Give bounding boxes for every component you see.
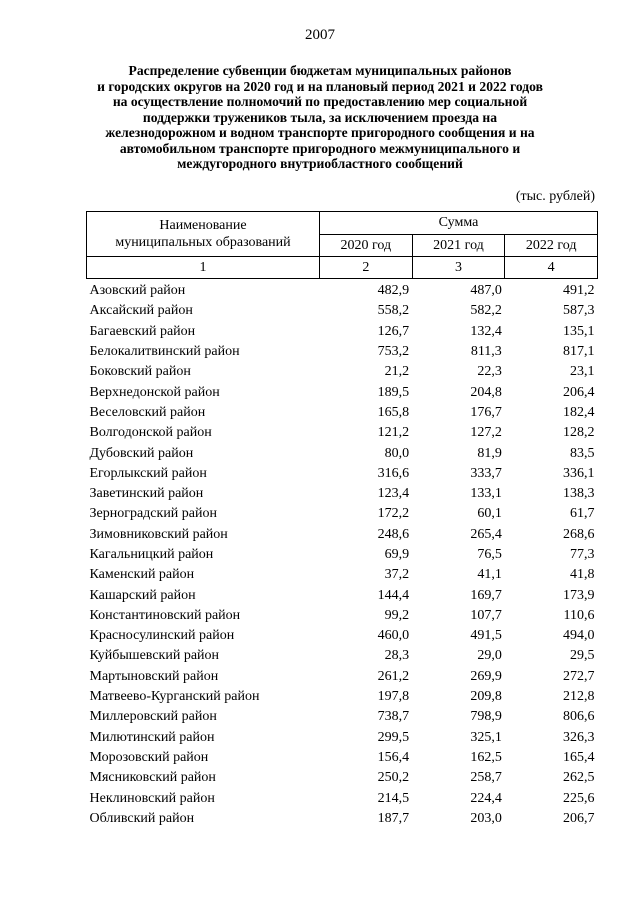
value-2020-cell: 261,2 [377, 668, 410, 684]
value-2022-cell: 494,0 [562, 628, 595, 644]
title-line: железнодорожном и водном транспорте пригородного сообщения и на [105, 125, 535, 140]
value-2020-cell: 165,8 [377, 404, 410, 420]
district-name-cell: Зерноградский район [89, 506, 217, 522]
value-2020-cell: 156,4 [377, 749, 410, 765]
value-2021-cell: 325,1 [470, 729, 502, 745]
district-name-cell: Мартыновский район [89, 668, 219, 684]
district-name-cell: Матвеево-Курганский район [89, 689, 260, 705]
value-2022-cell: 817,1 [562, 344, 595, 360]
value-2021-cell: 41,1 [477, 567, 502, 583]
value-2020-cell: 69,9 [384, 547, 410, 562]
table-row [87, 626, 598, 646]
district-name-cell: Каменский район [89, 567, 195, 583]
table-row [87, 667, 598, 687]
table-row [87, 707, 598, 727]
table-row [87, 484, 598, 504]
district-name-cell: Милютинский район [89, 729, 215, 745]
district-name-cell: Багаевский район [89, 323, 196, 339]
value-2020-cell: 121,2 [377, 425, 410, 441]
table-row [87, 565, 598, 585]
value-2020-cell: 37,2 [384, 567, 410, 583]
value-2021-cell: 491,5 [470, 628, 502, 644]
table-row [87, 301, 598, 321]
value-2021-cell: 224,4 [470, 790, 502, 806]
value-2022-cell: 110,6 [563, 607, 595, 623]
table-row [87, 728, 598, 748]
value-2020-cell: 460,0 [377, 628, 410, 644]
value-2022-cell: 212,8 [562, 689, 595, 705]
column-number: 3 [412, 257, 505, 279]
value-2021-cell: 582,2 [470, 303, 502, 319]
value-2021-cell: 169,7 [470, 587, 502, 603]
value-2022-cell: 128,2 [562, 425, 595, 441]
district-name-cell: Мясниковский район [89, 770, 216, 786]
value-2022-cell: 77,3 [569, 547, 595, 562]
value-2020-cell: 21,2 [384, 364, 410, 380]
table-row [87, 279, 598, 302]
district-name-cell: Веселовский район [89, 404, 206, 420]
value-2020-cell: 248,6 [377, 526, 410, 542]
table-row [87, 382, 598, 402]
table-row [87, 403, 598, 423]
header-sum: Сумма [320, 212, 598, 235]
district-name-cell: Егорлыкский район [89, 465, 207, 481]
district-name-cell: Обливский район [89, 810, 195, 826]
value-2022-cell: 83,5 [569, 445, 595, 461]
table-body [87, 279, 598, 830]
value-2022-cell: 336,1 [562, 465, 595, 481]
value-2021-cell: 203,0 [470, 810, 502, 826]
value-2020-cell: 738,7 [377, 709, 410, 725]
value-2020-cell: 753,2 [377, 344, 410, 360]
table-row [87, 606, 598, 626]
table-row [87, 322, 598, 342]
value-2021-cell: 81,9 [477, 445, 502, 461]
district-name-cell: Морозовский район [89, 749, 209, 765]
value-2022-cell: 262,5 [562, 770, 595, 786]
value-2022-cell: 491,2 [562, 283, 595, 299]
district-name-cell: Боковский район [89, 364, 191, 380]
district-name-cell: Заветинский район [89, 486, 204, 502]
page-number: 2007 [305, 27, 335, 43]
table-row [87, 504, 598, 524]
value-2022-cell: 225,6 [562, 790, 595, 806]
district-name-cell: Дубовский район [89, 445, 194, 461]
value-2021-cell: 811,3 [470, 344, 502, 360]
units-note: (тыс. рублей) [515, 189, 595, 204]
table-row [87, 443, 598, 463]
value-2022-cell: 41,8 [569, 567, 595, 583]
table-row [87, 464, 598, 484]
table-row [87, 545, 598, 565]
table-row [87, 646, 598, 666]
subvention-table [86, 211, 598, 829]
table-row [87, 687, 598, 707]
table-row [87, 423, 598, 443]
value-2022-cell: 182,4 [562, 404, 595, 420]
district-name-cell: Кашарский район [89, 587, 196, 603]
value-2020-cell: 316,6 [377, 465, 410, 481]
district-name-cell: Аксайский район [89, 303, 193, 319]
value-2020-cell: 482,9 [377, 283, 410, 299]
title-line: на осуществление полномочий по предоставлению мер социальной [112, 94, 528, 109]
value-2020-cell: 144,4 [377, 587, 410, 603]
column-number: 4 [505, 257, 598, 279]
value-2020-cell: 250,2 [377, 770, 410, 786]
value-2020-cell: 197,8 [377, 689, 410, 705]
value-2022-cell: 268,6 [562, 526, 595, 542]
value-2022-cell: 806,6 [562, 709, 595, 725]
value-2022-cell: 587,3 [562, 303, 595, 319]
title-line: Распределение субвенции бюджетам муниципальных районов [128, 63, 512, 78]
value-2022-cell: 173,9 [562, 587, 595, 603]
value-2021-cell: 176,7 [470, 404, 502, 420]
header-name-line: Наименование [159, 218, 247, 233]
value-2022-cell: 206,4 [562, 384, 595, 400]
district-name-cell: Азовский район [89, 283, 186, 299]
value-2022-cell: 29,5 [569, 648, 595, 664]
column-number: 1 [87, 257, 320, 279]
value-2021-cell: 133,1 [470, 486, 502, 502]
header-year-2022: 2022 год [505, 235, 598, 257]
value-2020-cell: 187,7 [377, 810, 410, 826]
value-2021-cell: 60,1 [477, 506, 502, 522]
value-2022-cell: 135,1 [562, 323, 595, 339]
table-row [87, 525, 598, 545]
table-row [87, 768, 598, 788]
value-2021-cell: 127,2 [470, 425, 502, 441]
district-name-cell: Константиновский район [89, 607, 241, 623]
title-line: междугородного внутриобластного сообщений [177, 156, 463, 171]
district-name-cell: Куйбышевский район [89, 648, 220, 664]
district-name-cell: Волгодонской район [89, 425, 212, 441]
value-2021-cell: 333,7 [470, 465, 502, 481]
value-2021-cell: 204,8 [470, 384, 502, 400]
value-2020-cell: 189,5 [377, 384, 410, 400]
district-name-cell: Верхнедонской район [89, 384, 220, 400]
district-name-cell: Кагальницкий район [89, 547, 214, 562]
district-name-cell: Зимовниковский район [89, 526, 228, 542]
column-number: 2 [320, 257, 413, 279]
value-2021-cell: 209,8 [470, 689, 502, 705]
value-2020-cell: 99,2 [384, 607, 410, 623]
district-name-cell: Неклиновский район [89, 790, 215, 806]
value-2021-cell: 798,9 [470, 709, 502, 725]
value-2021-cell: 258,7 [470, 770, 502, 786]
table-row [87, 809, 598, 829]
value-2022-cell: 206,7 [562, 810, 595, 826]
table-row [87, 788, 598, 808]
value-2020-cell: 126,7 [377, 323, 410, 339]
value-2020-cell: 558,2 [377, 303, 410, 319]
table-row [87, 362, 598, 382]
header-year-2020: 2020 год [320, 235, 413, 257]
title-line: и городских округов на 2020 год и на плановый период 2021 и 2022 годов [97, 78, 543, 94]
table-row [87, 748, 598, 768]
value-2022-cell: 272,7 [562, 668, 595, 684]
district-name-cell: Миллеровский район [89, 709, 217, 725]
document-title [60, 63, 580, 172]
value-2020-cell: 80,0 [384, 445, 410, 461]
value-2021-cell: 22,3 [477, 364, 502, 380]
value-2020-cell: 28,3 [384, 648, 410, 664]
header-year-2021: 2021 год [412, 235, 505, 257]
value-2020-cell: 172,2 [377, 506, 410, 522]
value-2021-cell: 107,7 [470, 607, 502, 623]
value-2021-cell: 29,0 [477, 648, 502, 664]
value-2022-cell: 61,7 [569, 506, 595, 522]
district-name-cell: Красносулинский район [89, 628, 235, 644]
value-2020-cell: 123,4 [377, 486, 410, 502]
table-row [87, 342, 598, 362]
title-line: поддержки тружеников тыла, за исключением проезда на [142, 109, 498, 125]
value-2021-cell: 487,0 [470, 283, 502, 299]
header-name-line: муниципальных образований [115, 235, 291, 250]
value-2022-cell: 326,3 [562, 729, 595, 745]
value-2021-cell: 269,9 [470, 668, 502, 684]
value-2020-cell: 214,5 [377, 790, 410, 806]
value-2021-cell: 132,4 [470, 323, 502, 339]
title-line: автомобильном транспорте пригородного межмуниципального и [119, 140, 521, 156]
value-2022-cell: 23,1 [569, 364, 595, 380]
value-2021-cell: 76,5 [477, 547, 502, 562]
value-2022-cell: 165,4 [562, 749, 595, 765]
value-2020-cell: 299,5 [377, 729, 410, 745]
value-2021-cell: 162,5 [470, 749, 502, 765]
header-name [87, 212, 320, 257]
value-2022-cell: 138,3 [562, 486, 595, 502]
value-2021-cell: 265,4 [470, 526, 502, 542]
table-row [87, 585, 598, 605]
district-name-cell: Белокалитвинский район [89, 344, 240, 360]
